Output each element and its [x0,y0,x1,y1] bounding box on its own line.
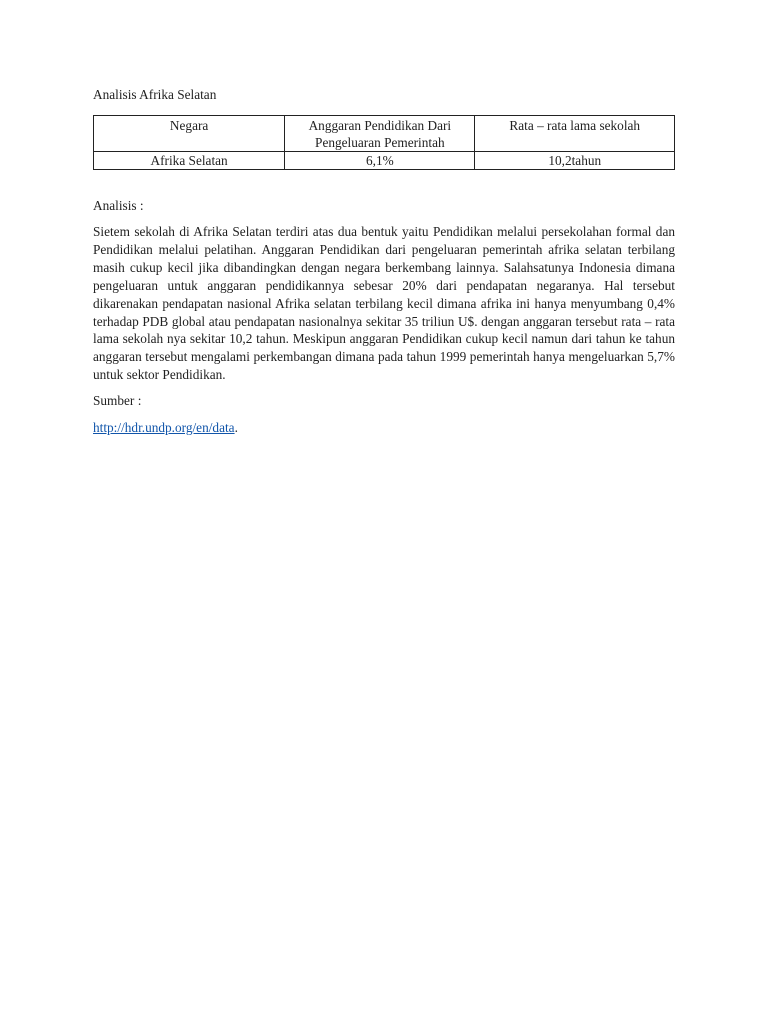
table-header-row [94,116,675,152]
education-budget-table [93,115,675,170]
source-line [93,410,675,437]
document-title: Analisis Afrika Selatan [93,87,217,102]
document-page [93,86,675,437]
table-row [94,152,675,170]
analysis-paragraph: Sietem sekolah di Afrika Selatan terdiri atas dua bentuk yaitu Pendidikan melalui persekolahan formal dan Pendidikan melalui pelatihan. Anggaran Pendidikan dari pengeluaran pemerintah afrika selatan terbilang masih cukup kecil jika dibandingkan dengan negara berkembang lainnya. Salahsatunya Indonesia dimana pengeluaran untuk anggaran pendidikannya sebesar 20% dari pendapatan negaranya. Hal tersebut dikarenakan pendapatan nasional Afrika selatan terbilang kecil dimana afrika ini hanya menyumbang 0,4% terhadap PDB global atau pendapatan nasionalnya sekitar 35 triliun U$. dengan anggaran tersebut rata – rata lama sekolah nya sekitar 10,2 tahun. Meskipun anggaran Pendidikan cukup kecil namun dari tahun ke tahun anggaran tersebut mengalami perkembangan dimana pada tahun 1999 pemerintah hanya mengeluarkan 5,7% untuk sektor Pendidikan. [93,224,675,383]
header-anggaran-pendidikan: Anggaran Pendidikan Dari Pengeluaran Pemerintah [285,116,475,152]
source-heading: Sumber : [93,393,142,409]
source-link-period: . [234,420,238,436]
cell-negara: Afrika Selatan [94,152,285,170]
source-link[interactable]: http://hdr.undp.org/en/data [93,420,235,436]
header-negara: Negara [94,116,285,152]
header-rata-lama-sekolah: Rata – rata lama sekolah [475,116,675,152]
cell-rata-lama-sekolah: 10,2tahun [475,152,675,170]
cell-anggaran-pendidikan: 6,1% [285,152,475,170]
analysis-heading: Analisis : [93,198,144,213]
